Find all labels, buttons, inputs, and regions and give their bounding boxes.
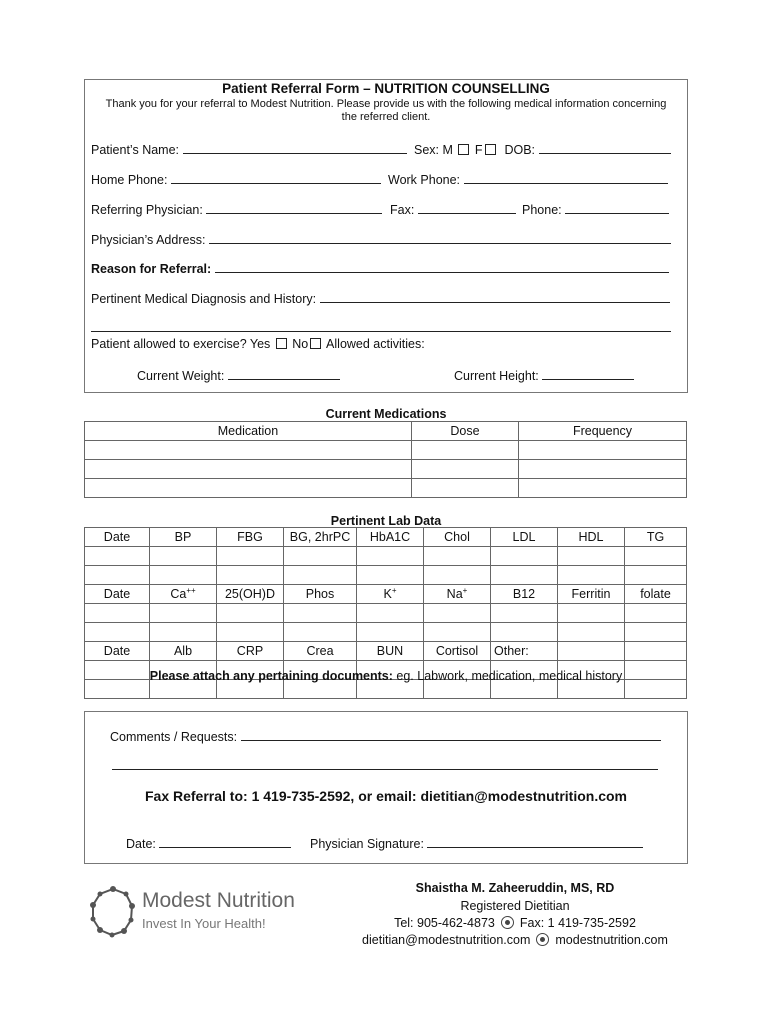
table-cell[interactable] <box>424 604 491 623</box>
logo-mark-icon <box>88 884 138 940</box>
home-phone-field[interactable] <box>171 171 381 184</box>
table-cell[interactable] <box>625 604 687 623</box>
table-cell[interactable] <box>412 441 519 460</box>
lab-header: Crea <box>284 642 357 661</box>
table-cell[interactable] <box>491 547 558 566</box>
work-phone-row <box>388 171 668 187</box>
table-cell[interactable] <box>558 642 625 661</box>
sex-f-checkbox[interactable] <box>485 144 496 155</box>
table-cell[interactable] <box>85 441 412 460</box>
referring-physician-row <box>91 201 382 217</box>
table-row <box>85 566 687 585</box>
work-phone-field[interactable] <box>464 171 668 184</box>
logo-name: Modest Nutrition <box>142 889 295 912</box>
table-cell[interactable] <box>150 604 217 623</box>
table-cell[interactable] <box>491 566 558 585</box>
table-cell[interactable] <box>357 623 424 642</box>
lab-title: Pertinent Lab Data <box>330 514 442 528</box>
exercise-row <box>91 337 425 351</box>
medication-header: Medication <box>85 422 412 441</box>
lab-header: FBG <box>217 528 284 547</box>
table-cell[interactable] <box>217 547 284 566</box>
sex-row <box>414 141 671 157</box>
diagnosis-row <box>91 290 670 306</box>
phone-row <box>522 201 669 217</box>
work-phone-label: Work Phone: <box>388 173 461 187</box>
diagnosis-field[interactable] <box>320 290 670 303</box>
signature-field[interactable] <box>427 835 643 848</box>
table-cell[interactable] <box>424 547 491 566</box>
lab-header: CRP <box>217 642 284 661</box>
table-row <box>85 604 687 623</box>
date-row <box>126 835 291 851</box>
dob-label: DOB: <box>504 143 536 157</box>
table-cell[interactable] <box>284 547 357 566</box>
fax-field[interactable] <box>418 201 516 214</box>
fax-row <box>390 201 516 217</box>
attach-documents-note: Please attach any pertaining documents: eg. Labwork, medication, medical history <box>149 669 623 683</box>
reason-label: Reason for Referral: <box>91 262 212 276</box>
dietitian-name: Shaistha M. Zaheeruddin, MS, RD <box>415 881 615 895</box>
lab-header: Alb <box>150 642 217 661</box>
sex-f-label: F <box>474 143 483 157</box>
contact-email[interactable]: dietitian@modestnutrition.com <box>362 933 531 947</box>
table-cell[interactable] <box>357 547 424 566</box>
exercise-no-label: No <box>292 337 309 351</box>
lab-header-k: K+ <box>357 585 424 604</box>
lab-header: HDL <box>558 528 625 547</box>
gear-icon <box>536 933 549 946</box>
table-cell[interactable] <box>625 642 687 661</box>
allowed-activities-label: Allowed activities: <box>326 337 425 351</box>
contact-email-web <box>350 933 680 947</box>
table-row <box>85 479 687 498</box>
signature-label: Physician Signature: <box>310 837 424 851</box>
date-field[interactable] <box>159 835 291 848</box>
table-cell[interactable] <box>85 460 412 479</box>
table-cell[interactable] <box>217 623 284 642</box>
exercise-yes-checkbox[interactable] <box>276 338 287 349</box>
lab-header-row-3 <box>85 642 687 661</box>
contact-web[interactable]: modestnutrition.com <box>555 933 668 947</box>
comments-field[interactable] <box>241 728 661 741</box>
weight-label: Current Weight: <box>137 369 225 383</box>
phone-field[interactable] <box>565 201 669 214</box>
lab-header-na: Na+ <box>424 585 491 604</box>
table-cell[interactable] <box>558 623 625 642</box>
home-phone-row <box>91 171 381 187</box>
table-cell[interactable] <box>519 441 687 460</box>
lab-header: 25(OH)D <box>217 585 284 604</box>
intro-line-2: the referred client. <box>341 111 431 123</box>
fax-label: Fax: <box>390 203 415 217</box>
height-label: Current Height: <box>454 369 539 383</box>
lab-header: BP <box>150 528 217 547</box>
lab-header: Other: <box>491 642 558 661</box>
table-cell[interactable] <box>519 479 687 498</box>
comments-row <box>110 728 661 744</box>
lab-header: Date <box>85 585 150 604</box>
lab-header: B12 <box>491 585 558 604</box>
table-row <box>85 441 687 460</box>
table-cell[interactable] <box>625 547 687 566</box>
medications-table <box>84 421 687 498</box>
contact-tel: Tel: 905-462-4873 <box>394 916 495 930</box>
signature-row <box>310 835 643 851</box>
reason-row <box>91 260 669 276</box>
table-cell[interactable] <box>85 623 150 642</box>
table-cell[interactable] <box>357 566 424 585</box>
table-row <box>85 460 687 479</box>
gear-icon <box>501 916 514 929</box>
comments-field-line-2[interactable] <box>112 769 658 770</box>
table-cell[interactable] <box>284 623 357 642</box>
table-cell[interactable] <box>412 460 519 479</box>
physician-address-label: Physician’s Address: <box>91 233 206 247</box>
lab-header: LDL <box>491 528 558 547</box>
dose-header: Dose <box>412 422 519 441</box>
lab-header: Ferritin <box>558 585 625 604</box>
table-row <box>85 547 687 566</box>
table-cell[interactable] <box>424 566 491 585</box>
physician-address-row <box>91 231 671 247</box>
height-row <box>454 367 634 383</box>
weight-field[interactable] <box>228 367 340 380</box>
lab-header: folate <box>625 585 687 604</box>
sex-label: Sex: M <box>414 143 453 157</box>
home-phone-label: Home Phone: <box>91 173 168 187</box>
dob-field[interactable] <box>539 141 671 154</box>
table-cell[interactable] <box>284 604 357 623</box>
lab-header: Chol <box>424 528 491 547</box>
lab-header-ca: Ca++ <box>150 585 217 604</box>
lab-header: Cortisol <box>424 642 491 661</box>
intro-line-1: Thank you for your referral to Modest Nutrition. Please provide us with the following medical information concerning <box>105 98 667 110</box>
physician-address-field[interactable] <box>209 231 671 244</box>
table-cell[interactable] <box>150 623 217 642</box>
table-cell[interactable] <box>625 566 687 585</box>
table-cell[interactable] <box>150 566 217 585</box>
contact-fax: Fax: 1 419-735-2592 <box>519 916 636 930</box>
table-cell[interactable] <box>85 566 150 585</box>
table-cell[interactable] <box>424 623 491 642</box>
lab-header-row-1 <box>85 528 687 547</box>
table-cell[interactable] <box>217 566 284 585</box>
modest-nutrition-logo <box>88 884 308 942</box>
patient-name-label: Patient’s Name: <box>91 143 180 157</box>
medications-title: Current Medications <box>325 407 447 421</box>
lab-header: BUN <box>357 642 424 661</box>
table-cell[interactable] <box>558 604 625 623</box>
exercise-label: Patient allowed to exercise? Yes <box>91 337 271 351</box>
table-cell[interactable] <box>357 604 424 623</box>
table-cell[interactable] <box>491 623 558 642</box>
table-cell[interactable] <box>85 547 150 566</box>
logo-tagline: Invest In Your Health! <box>142 916 266 931</box>
fax-referral-text: Fax Referral to: 1 419-735-2592, or email: dietitian@modestnutrition.com <box>144 788 627 804</box>
table-cell[interactable] <box>150 547 217 566</box>
table-cell[interactable] <box>625 623 687 642</box>
patient-name-row <box>91 141 407 157</box>
lab-header: TG <box>625 528 687 547</box>
lab-header: BG, 2hrPC <box>284 528 357 547</box>
table-cell[interactable] <box>85 479 412 498</box>
table-cell[interactable] <box>491 604 558 623</box>
reason-field[interactable] <box>215 260 669 273</box>
table-cell[interactable] <box>85 604 150 623</box>
referring-physician-field[interactable] <box>206 201 382 214</box>
weight-row <box>137 367 340 383</box>
lab-header: HbA1C <box>357 528 424 547</box>
diagnosis-field-line-2[interactable] <box>91 331 671 332</box>
table-cell[interactable] <box>519 460 687 479</box>
phone-label: Phone: <box>522 203 562 217</box>
lab-header: Phos <box>284 585 357 604</box>
patient-name-field[interactable] <box>183 141 407 154</box>
comments-label: Comments / Requests: <box>110 730 238 744</box>
table-cell[interactable] <box>412 479 519 498</box>
table-cell[interactable] <box>217 604 284 623</box>
dietitian-role: Registered Dietitian <box>460 899 570 913</box>
sex-m-checkbox[interactable] <box>458 144 469 155</box>
diagnosis-label: Pertinent Medical Diagnosis and History: <box>91 292 317 306</box>
medications-header-row <box>85 422 687 441</box>
table-cell[interactable] <box>284 566 357 585</box>
height-field[interactable] <box>542 367 634 380</box>
table-row <box>85 623 687 642</box>
form-title: Patient Referral Form – NUTRITION COUNSELLING <box>222 81 550 96</box>
exercise-no-checkbox[interactable] <box>310 338 321 349</box>
lab-header: Date <box>85 642 150 661</box>
table-cell[interactable] <box>558 566 625 585</box>
contact-phone-fax <box>350 916 680 930</box>
lab-header-row-2 <box>85 585 687 604</box>
lab-header: Date <box>85 528 150 547</box>
referring-physician-label: Referring Physician: <box>91 203 203 217</box>
date-label: Date: <box>126 837 156 851</box>
table-cell[interactable] <box>558 547 625 566</box>
frequency-header: Frequency <box>519 422 687 441</box>
